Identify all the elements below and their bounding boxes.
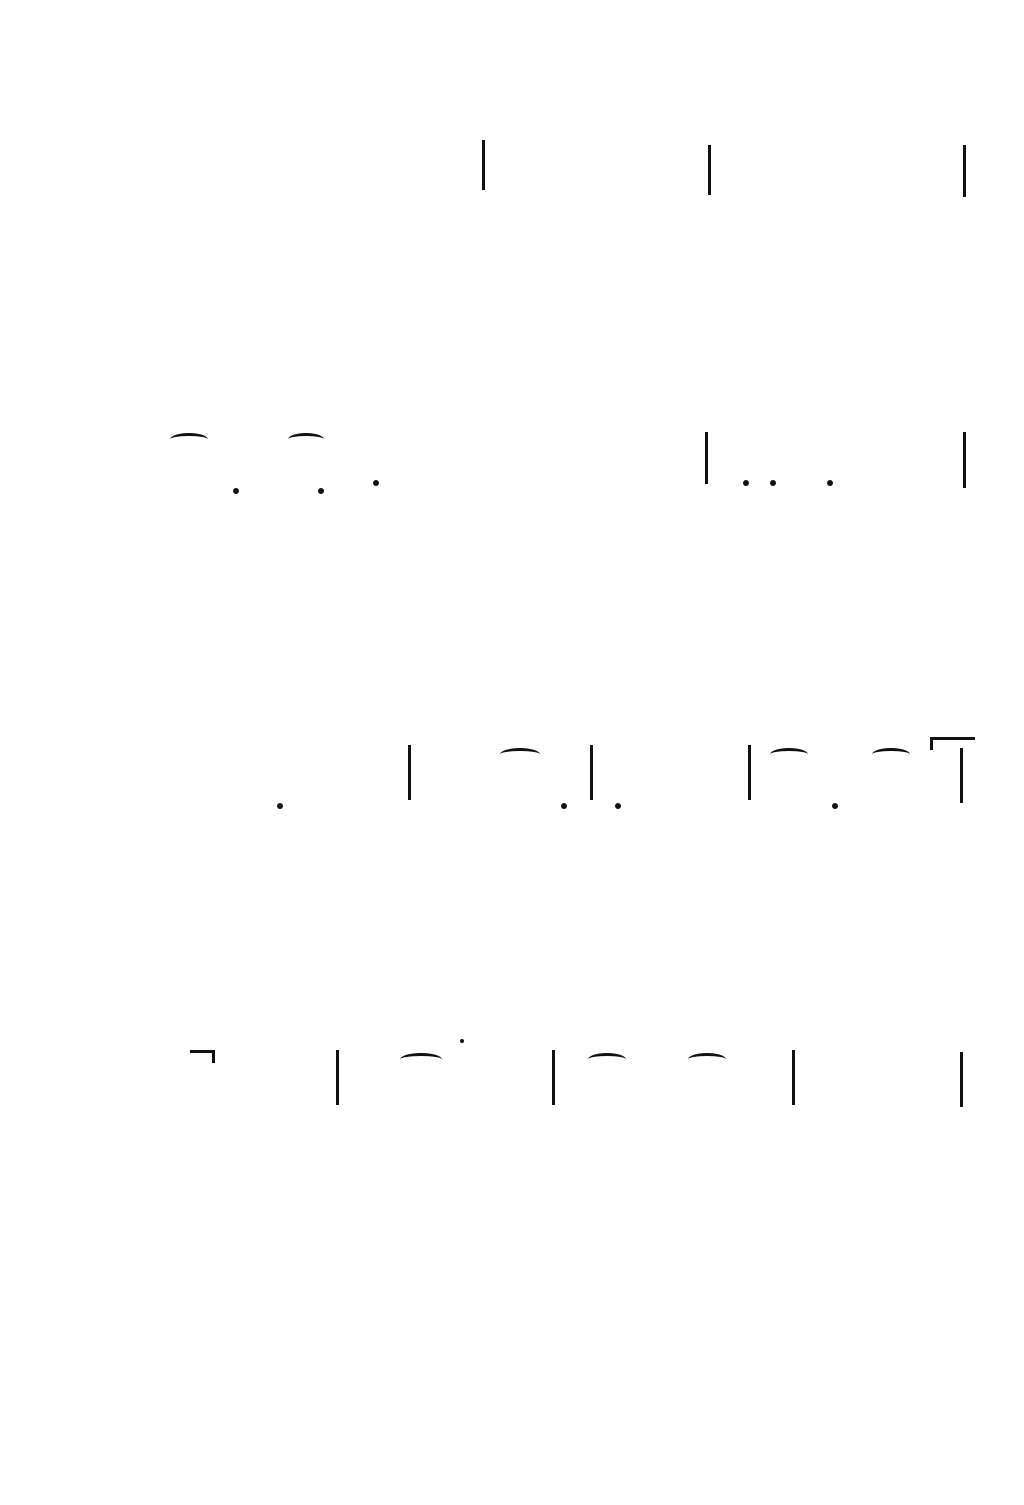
low-octave-dot (373, 480, 379, 486)
slur-mark (400, 1053, 442, 1066)
low-octave-dot (318, 488, 324, 494)
low-octave-dot (615, 803, 621, 809)
barline (482, 140, 485, 190)
barline (705, 432, 708, 484)
low-octave-dot (233, 488, 239, 494)
low-octave-dot (277, 803, 283, 809)
barline (708, 145, 711, 195)
barline (552, 1050, 555, 1105)
barline (963, 432, 966, 488)
low-octave-dot (743, 480, 749, 486)
slur-mark (872, 748, 910, 761)
low-octave-dot (827, 480, 833, 486)
tie-mark (190, 1050, 215, 1063)
slur-mark (770, 748, 808, 761)
barline (336, 1050, 339, 1105)
barline (408, 745, 411, 800)
slur-mark (500, 748, 540, 761)
low-octave-dot (561, 803, 567, 809)
barline (960, 748, 963, 803)
barline (963, 145, 966, 197)
barline (960, 1052, 963, 1107)
low-octave-dot (770, 480, 776, 486)
barline (792, 1050, 795, 1105)
low-octave-dot (832, 803, 838, 809)
slur-mark (688, 1053, 726, 1066)
slur-mark (288, 433, 324, 446)
barline (590, 745, 593, 800)
low-octave-dot (460, 1039, 464, 1043)
slur-mark (170, 433, 208, 446)
barline (748, 745, 751, 800)
tie-mark (930, 737, 975, 750)
slur-mark (588, 1053, 626, 1066)
